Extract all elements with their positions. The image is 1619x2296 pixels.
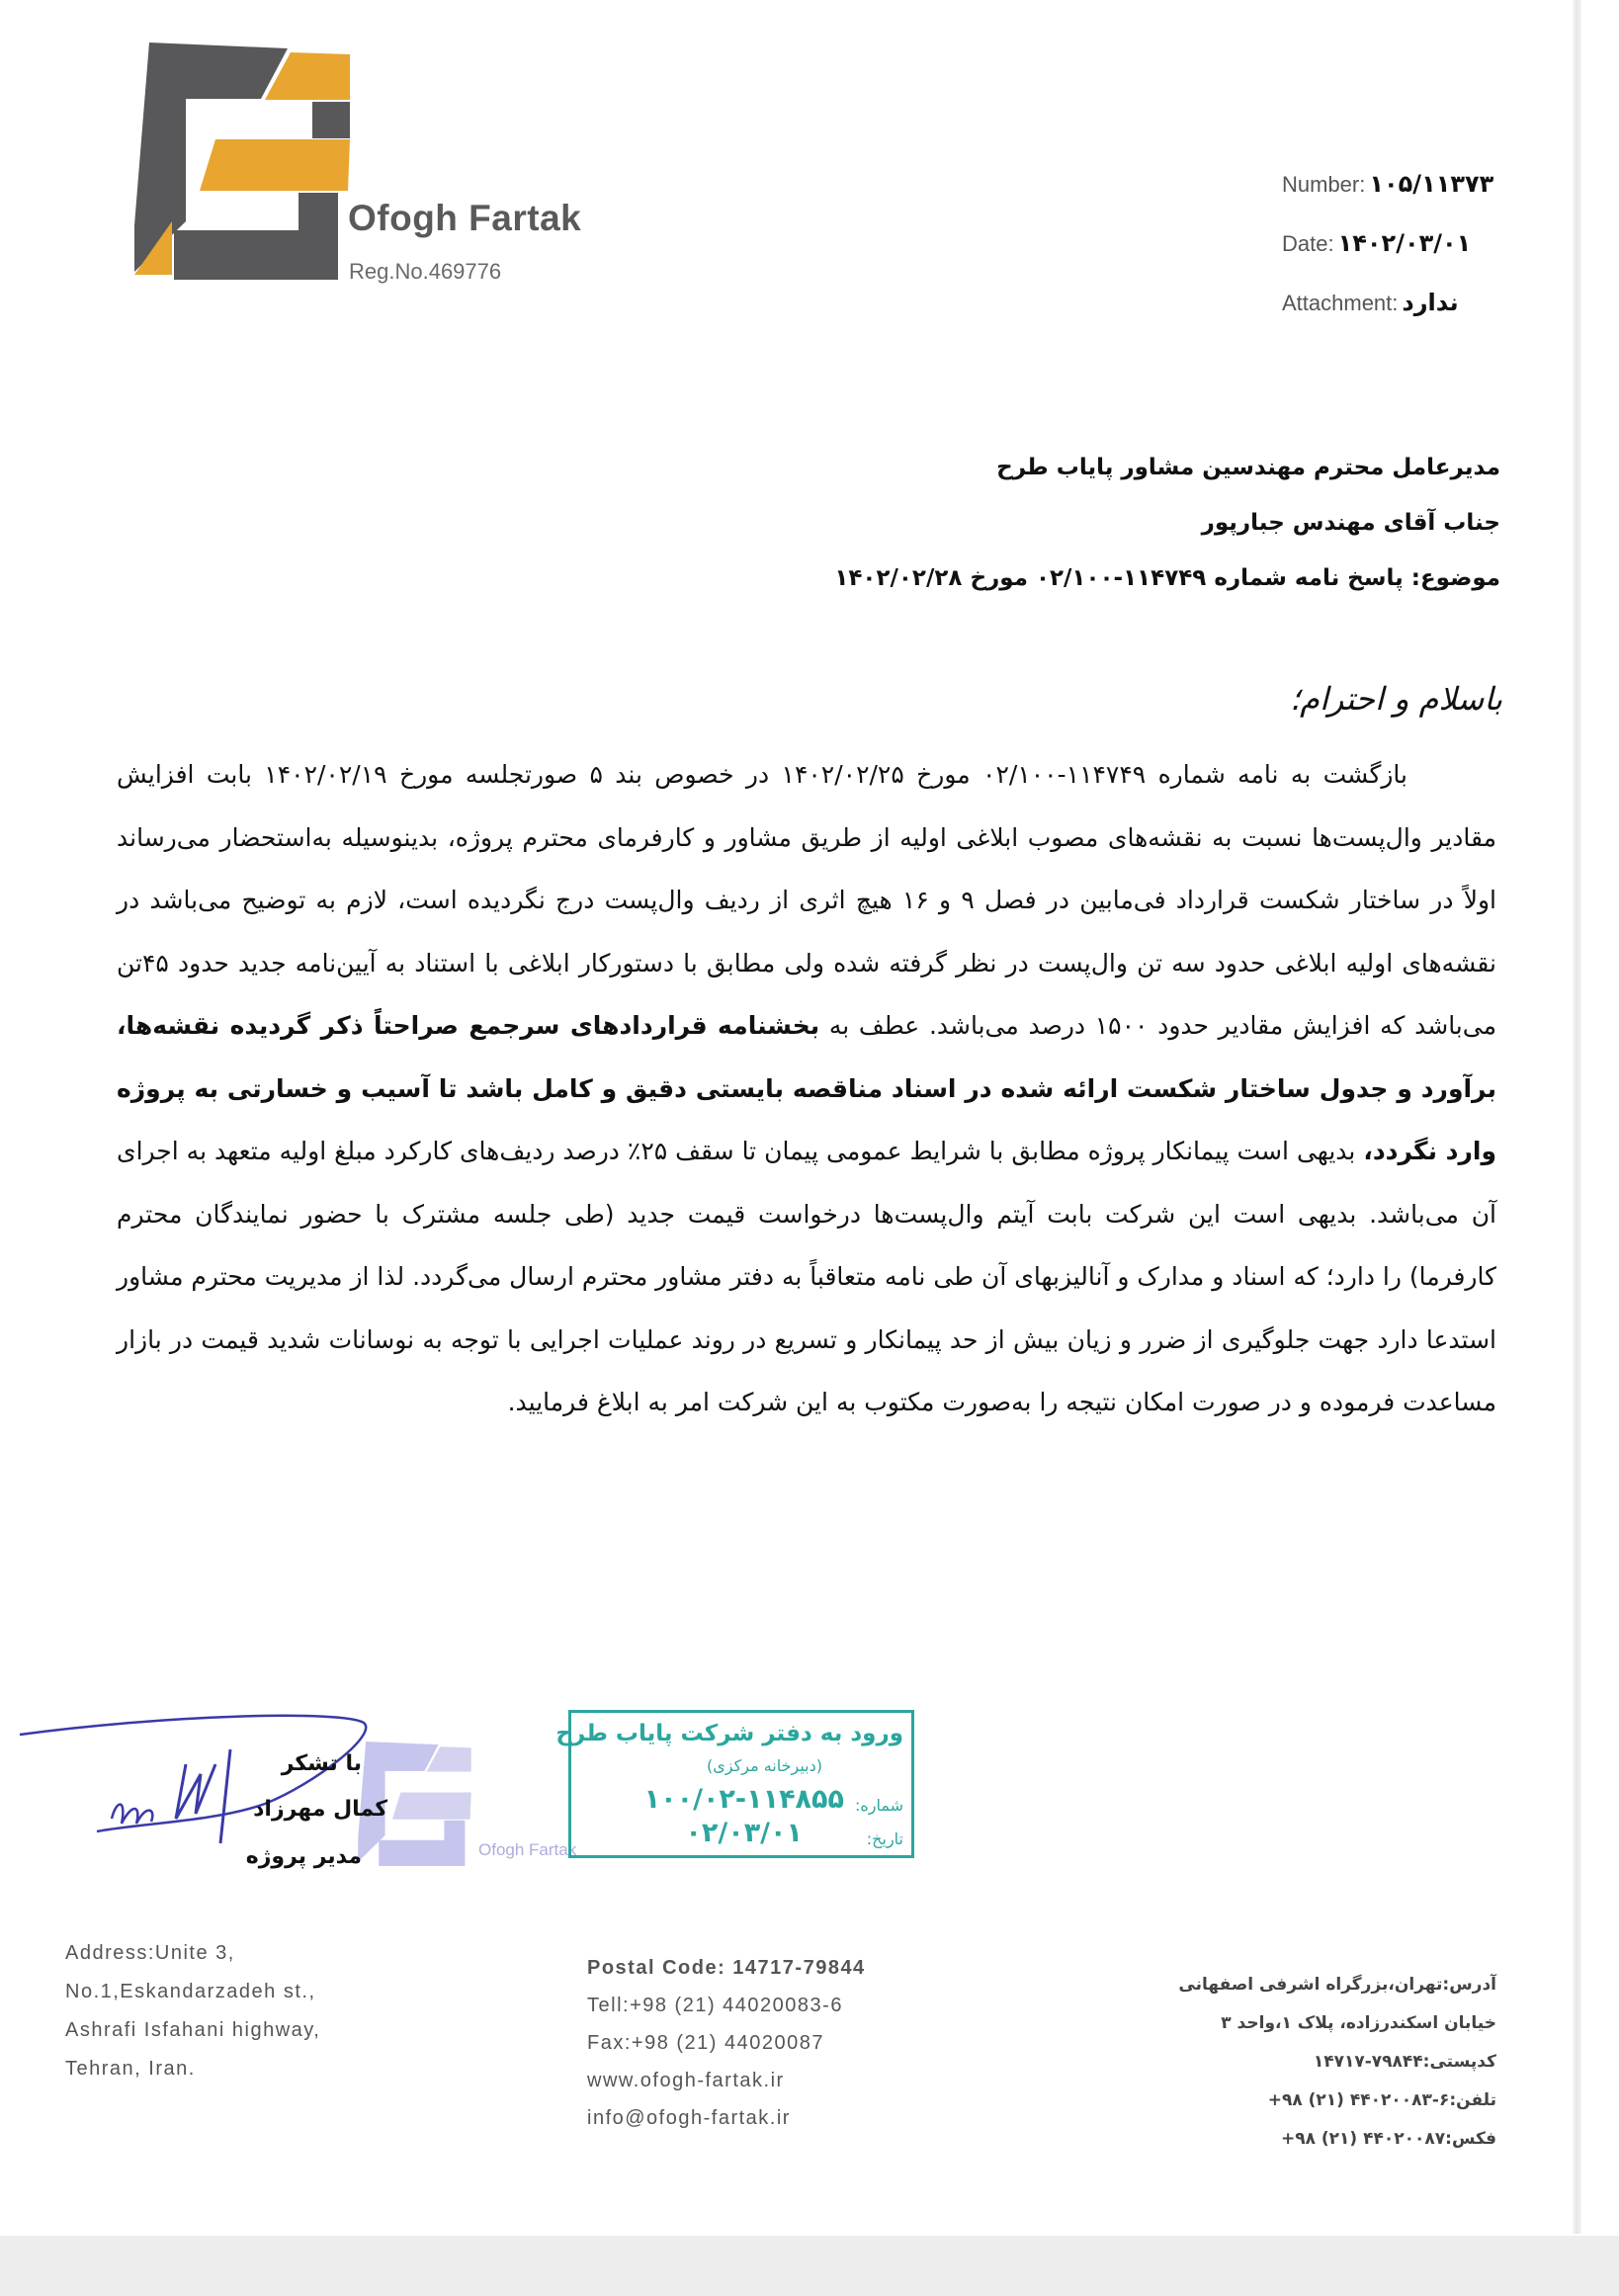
letter-number-label: Number: xyxy=(1282,172,1366,197)
greeting: باسلام و احترام؛ xyxy=(1289,680,1502,718)
company-logo xyxy=(134,43,352,280)
attachment-label: Attachment: xyxy=(1282,291,1399,315)
footer-website-link[interactable]: www.ofogh-fartak.ir xyxy=(587,2070,785,2091)
footer-fa-line: فکس:۴۴۰۲۰۰۸۷ (۲۱) ۹۸+ xyxy=(1280,2129,1496,2149)
closing-thanks: با تشکر xyxy=(281,1751,362,1776)
watermark-text: Ofogh Fartak xyxy=(478,1840,577,1859)
footer-fa-line: آدرس:تهران،بزرگراه اشرفی اصفهانی xyxy=(1178,1975,1496,1995)
stamp-date-label: تاریخ: xyxy=(866,1829,903,1848)
footer-fa-line: خیابان اسکندرزاده، پلاک ۱،واحد ۳ xyxy=(1221,2013,1496,2033)
footer-email-link[interactable]: info@ofogh-fartak.ir xyxy=(587,2107,791,2129)
body-text-bold: بخشنامه قراردادهای سرجمع صراحتاً ذکر گردیده نقشه‌ها، برآورد و جدول ساختار شکست ارائه شده در اسناد مناقصه بایستی دقیق و کامل باشد تا آسیب و خسارتی به پروژه وارد نگردد، xyxy=(117,1011,1497,1165)
footer-address-fa xyxy=(1178,1975,1496,2168)
letter-number xyxy=(1282,170,1493,198)
footer-phone: Tell:+98 (21) 44020083-6 xyxy=(587,1995,843,2016)
footer-contact-en xyxy=(587,1957,866,2145)
body-text-2: بدیهی است پیمانکار پروژه مطابق با شرایط عمومی پیمان تا سقف ۲۵٪ درصد ردیف‌های کارکرد مبلغ اولیه متعهد به اجرای آن می‌باشد. بدیهی است این شرکت بابت آیتم وال‌پست‌ها درخواست قیمت جدید (طی جلسه مشترک با حضور نمایندگان محترم کارفرما) را دارد؛ که اسناد و مدارک و آنالیزبهای آن طی نامه متعاقباً به دفتر مشاور محترم ارسال می‌گردد. لذا از مدیریت محترم مشاور استدعا دارد جهت جلوگیری از ضرر و زیان بیش از حد پیمانکار و تسریع در روند عملیات اجرایی با توجه به نوسانات شدید قیمت در بازار مساعدت فرموده و در صورت امکان نتیجه را به‌صورت مکتوب به این شرکت امر به ابلاغ فرمایید. xyxy=(117,1137,1496,1416)
receipt-stamp xyxy=(555,1710,914,1858)
subject-line: موضوع: پاسخ نامه شماره ۱۱۴۷۴۹-۰۲/۱۰۰ مورخ ۱۴۰۲/۰۲/۲۸ xyxy=(834,565,1500,591)
stamp-title: ورود به دفتر شرکت پایاب طرح xyxy=(555,1721,903,1746)
scan-edge xyxy=(1572,0,1581,2234)
registration-number: Reg.No.469776 xyxy=(349,259,502,284)
body-text-1: بازگشت به نامه شماره ۱۱۴۷۴۹-۰۲/۱۰۰ مورخ ۱۴۰۲/۰۲/۲۵ در خصوص بند ۵ صورتجلسه مورخ ۱۴۰۲/۰۲/۱۹ بابت افزایش مقادیر وال‌پست‌ها نسبت به نقشه‌های مصوب ابلاغی اولیه از طریق مشاور و کارفرمای محترم پروژه، بدینوسیله به‌استحضار می‌رساند اولاً در ساختار شکست قرارداد فی‌مابین در فصل ۹ و ۱۶ هیچ اثری از ردیف وال‌پست درج نگردیده است، لازم به توضیح می‌باشد در نقشه‌های اولیه ابلاغی حدود سه تن وال‌پست در نظر گرفته شده ولی مطابق با دستورکار ابلاغی با استناد به آیین‌نامه جدید حدود ۴۵تن می‌باشد که افزایش مقادیر حدود ۱۵۰۰ درصد می‌باشد. عطف به xyxy=(117,760,1496,1040)
letter-number-value: ۱۰۵/۱۱۳۷۳ xyxy=(1369,170,1494,198)
scan-bottom-margin xyxy=(0,2236,1619,2296)
footer-address-line: Ashrafi Isfahani highway, xyxy=(65,2019,321,2041)
letter-date-value: ۱۴۰۲/۰۳/۰۱ xyxy=(1337,229,1472,257)
footer-fa-line: تلفن:۶-۴۴۰۲۰۰۸۳ (۲۱) ۹۸+ xyxy=(1267,2090,1496,2110)
footer-address-en xyxy=(65,1942,320,2096)
footer-fa-line: کدپستی:۷۹۸۴۴-۱۴۷۱۷ xyxy=(1313,2052,1496,2072)
footer-address-line: No.1,Eskandarzadeh st., xyxy=(65,1981,316,2002)
addressee-line-1: مدیرعامل محترم مهندسین مشاور پایاب طرح xyxy=(996,455,1500,480)
stamp-number-label: شماره: xyxy=(854,1796,903,1815)
signer-name: کمال مهرزاد xyxy=(253,1797,387,1822)
company-name: Ofogh Fartak xyxy=(348,198,582,238)
footer-postal-code: Postal Code: 14717-79844 xyxy=(587,1957,866,1979)
stamp-subtitle: (دبیرخانه مرکزی) xyxy=(707,1756,822,1775)
footer-address-line: Tehran, Iran. xyxy=(65,2058,196,2080)
letter-date xyxy=(1282,229,1471,257)
letter-date-label: Date: xyxy=(1282,231,1334,256)
stamp-date-value: ۰۲/۰۳/۰۱ xyxy=(685,1818,803,1848)
attachment-value: ندارد xyxy=(1402,289,1459,316)
footer-fax: Fax:+98 (21) 44020087 xyxy=(587,2032,824,2054)
footer-address-line: Address:Unite 3, xyxy=(65,1942,235,1964)
letter-attachment xyxy=(1282,289,1459,316)
letter-body xyxy=(117,743,1496,1434)
signer-title: مدیر پروژه xyxy=(245,1844,362,1869)
stamp-number-value: ۱۰۰/۰۲-۱۱۴۸۵۵ xyxy=(643,1784,844,1815)
addressee-line-2: جناب آقای مهندس جبارپور xyxy=(1201,510,1500,536)
